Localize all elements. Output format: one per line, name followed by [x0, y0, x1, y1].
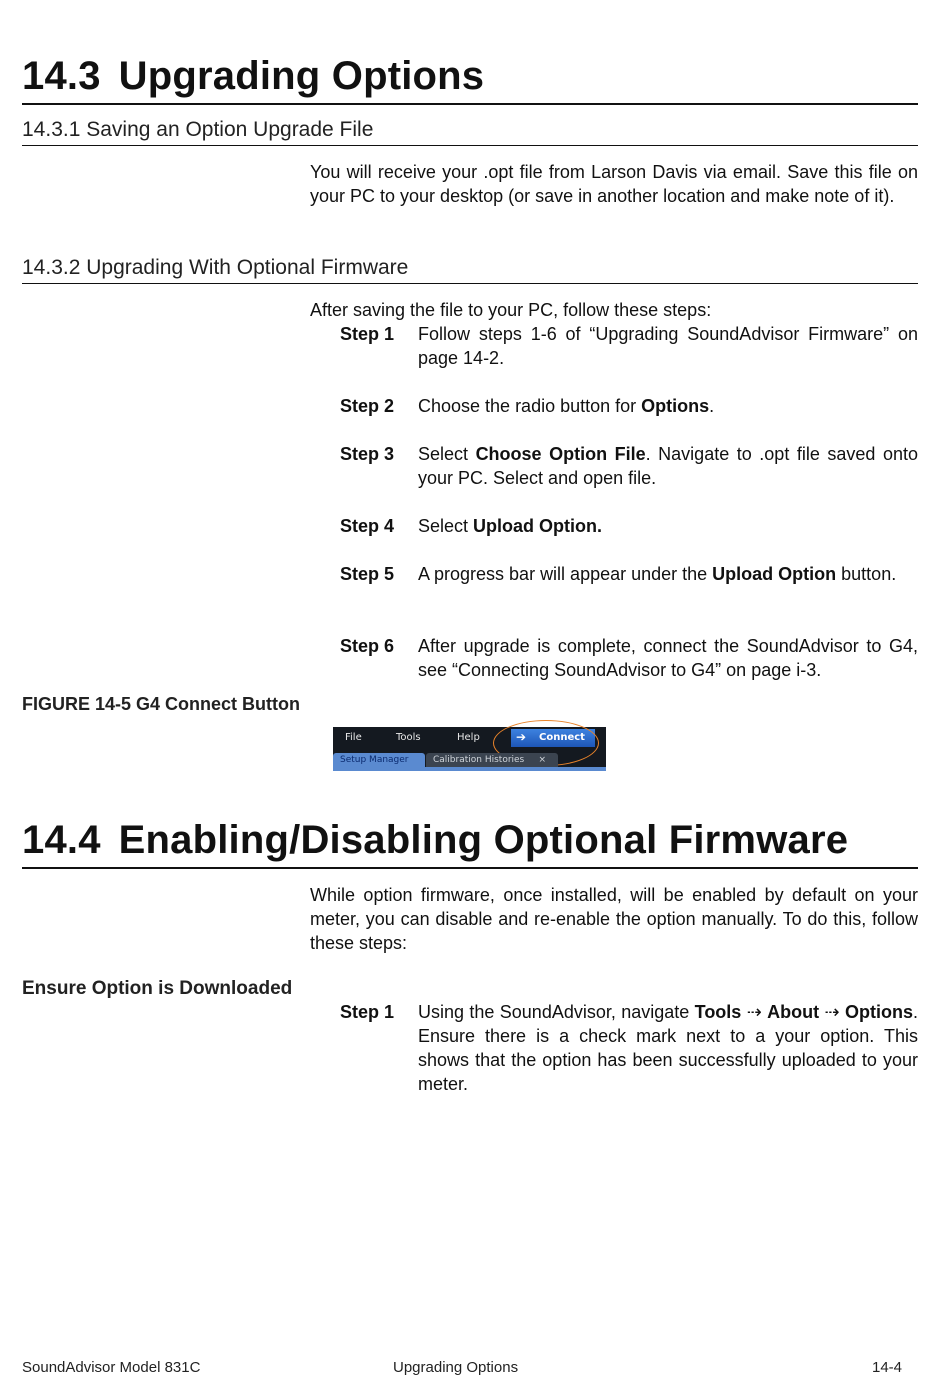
tab-calibration-histories — [426, 753, 558, 767]
footer-page-number: 14-4 — [872, 1359, 903, 1376]
subsection-14-3-2-heading: 14.3.2 Upgrading With Optional Firmware — [22, 256, 918, 284]
text-run: . Ensure there is a check mark next to a your option. This shows that the option has been successfully uploaded to your meter. — [418, 1002, 918, 1094]
step-label: Step 1 — [340, 1002, 395, 1022]
step-label: Step 3 — [340, 444, 395, 464]
text-run: Follow steps 1-6 of “Upgrading SoundAdvisor Firmware” on page 14-2. — [418, 324, 918, 368]
text-run: . Navigate to .opt file saved onto your PC. Select and open file. — [418, 444, 918, 488]
footer-center: Upgrading Options — [393, 1359, 519, 1376]
step-label: Step 2 — [340, 396, 395, 416]
section-title: Enabling/Disabling Optional Firmware — [118, 818, 849, 862]
section-number: 14.4 — [22, 818, 101, 862]
section-14-4-intro: While option firmware, once installed, will be enabled by default on your meter, you can disable and re-enable the option manually. To do this, follow these steps: — [310, 885, 918, 953]
subsection-14-3-1-body: You will receive your .opt file from Larson Davis via email. Save this file on your PC to your desktop (or save in another location and make note of it). — [310, 162, 918, 206]
subsection-14-3-2-intro: After saving the file to your PC, follow these steps: — [310, 300, 712, 320]
bold-term: Upload Option — [712, 564, 837, 584]
bold-term: Upload Option. — [473, 516, 603, 536]
text-run: ⇢ — [819, 1002, 845, 1022]
tab-label: Calibration Histories — [433, 755, 525, 765]
section-title: Upgrading Options — [118, 54, 485, 98]
bold-term: Choose Option File — [475, 444, 646, 464]
tab-setup-manager: Setup Manager — [333, 753, 425, 767]
text-run: Using the SoundAdvisor, navigate — [418, 1002, 695, 1022]
step-label: Step 4 — [340, 516, 395, 536]
step-text — [418, 1000, 918, 1096]
step-text — [418, 394, 918, 418]
close-icon: × — [538, 755, 546, 765]
step-label: Step 5 — [340, 564, 395, 584]
side-heading: Ensure Option is Downloaded — [22, 978, 293, 999]
step-label: Step 6 — [340, 636, 395, 656]
tab-underline — [333, 767, 606, 771]
g4-toolbar-figure — [333, 727, 606, 771]
figure-caption: FIGURE 14-5 G4 Connect Button — [22, 694, 301, 714]
text-run: ⇢ — [741, 1002, 768, 1022]
section-14-4-heading — [22, 818, 918, 869]
footer-left: SoundAdvisor Model 831C — [22, 1359, 201, 1376]
connect-label: Connect — [539, 732, 585, 743]
text-run: button. — [836, 564, 897, 584]
step-text — [418, 562, 918, 586]
section-number: 14.3 — [22, 54, 101, 98]
bold-term: Options — [844, 1002, 913, 1022]
connect-arrow-icon: ➔ — [516, 730, 527, 744]
subsection-14-3-1-heading: 14.3.1 Saving an Option Upgrade File — [22, 118, 918, 146]
section-14-3-heading — [22, 54, 918, 105]
menu-file: File — [345, 732, 362, 743]
text-run: A progress bar will appear under the — [418, 564, 713, 584]
step-text — [418, 322, 918, 370]
menu-tools: Tools — [396, 732, 421, 743]
menu-help: Help — [457, 732, 480, 743]
text-run: Select — [418, 444, 476, 464]
step-text — [418, 634, 918, 682]
text-run: . — [709, 396, 715, 416]
step-text — [418, 442, 918, 490]
text-run: Select — [418, 516, 474, 536]
step-text — [418, 514, 918, 538]
bold-term: About — [767, 1002, 820, 1022]
text-run: After upgrade is complete, connect the SoundAdvisor to G4, see “Connecting SoundAdvisor to G4” on page i-3. — [418, 636, 918, 680]
step-label: Step 1 — [340, 324, 395, 344]
bold-term: Tools — [694, 1002, 742, 1022]
bold-term: Options — [641, 396, 710, 416]
text-run: Choose the radio button for — [418, 396, 642, 416]
